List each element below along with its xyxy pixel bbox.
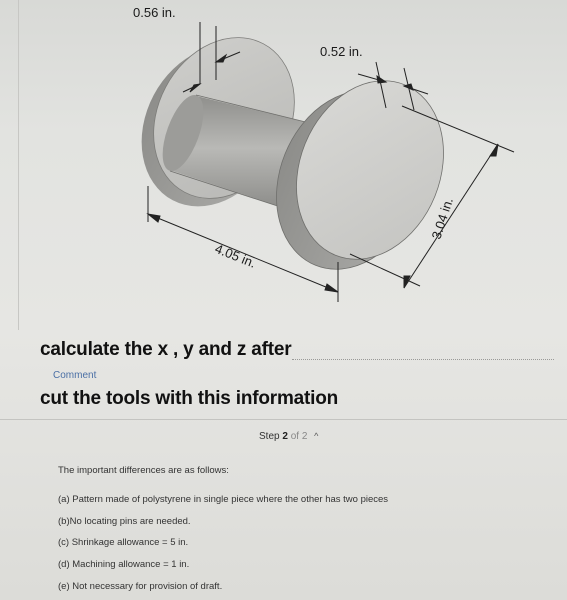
dim-label-length: 4.05 in. bbox=[212, 240, 259, 271]
answer-intro: The important differences are as follows: bbox=[58, 465, 229, 476]
answer-item: (d) Machining allowance = 1 in. bbox=[58, 559, 190, 570]
dim-label-top-left: 0.56 in. bbox=[133, 5, 176, 20]
comment-link[interactable]: Comment bbox=[53, 370, 97, 381]
step-indicator bbox=[259, 431, 318, 442]
step-label: Step bbox=[259, 431, 280, 442]
answer-item: (e) Not necessary for provision of draft. bbox=[58, 581, 223, 592]
step-total: of 2 bbox=[290, 431, 308, 442]
question-text-line-1: calculate the x , y and z after bbox=[40, 339, 292, 360]
dim-label-top-right: 0.52 in. bbox=[320, 44, 363, 59]
dim-label-diameter: 3.04 in. bbox=[428, 195, 457, 241]
answer-item: (a) Pattern made of polystyrene in single piece where the other has two pieces bbox=[58, 494, 389, 505]
step-current: 2 bbox=[282, 431, 288, 442]
section-separator bbox=[0, 419, 567, 420]
answer-item: (c) Shrinkage allowance = 5 in. bbox=[58, 537, 189, 548]
question-text-line-2: cut the tools with this information bbox=[40, 388, 339, 409]
answer-item: (b)No locating pins are needed. bbox=[58, 516, 191, 527]
dotted-divider bbox=[292, 359, 554, 360]
chevron-up-icon[interactable]: ^ bbox=[314, 431, 319, 441]
